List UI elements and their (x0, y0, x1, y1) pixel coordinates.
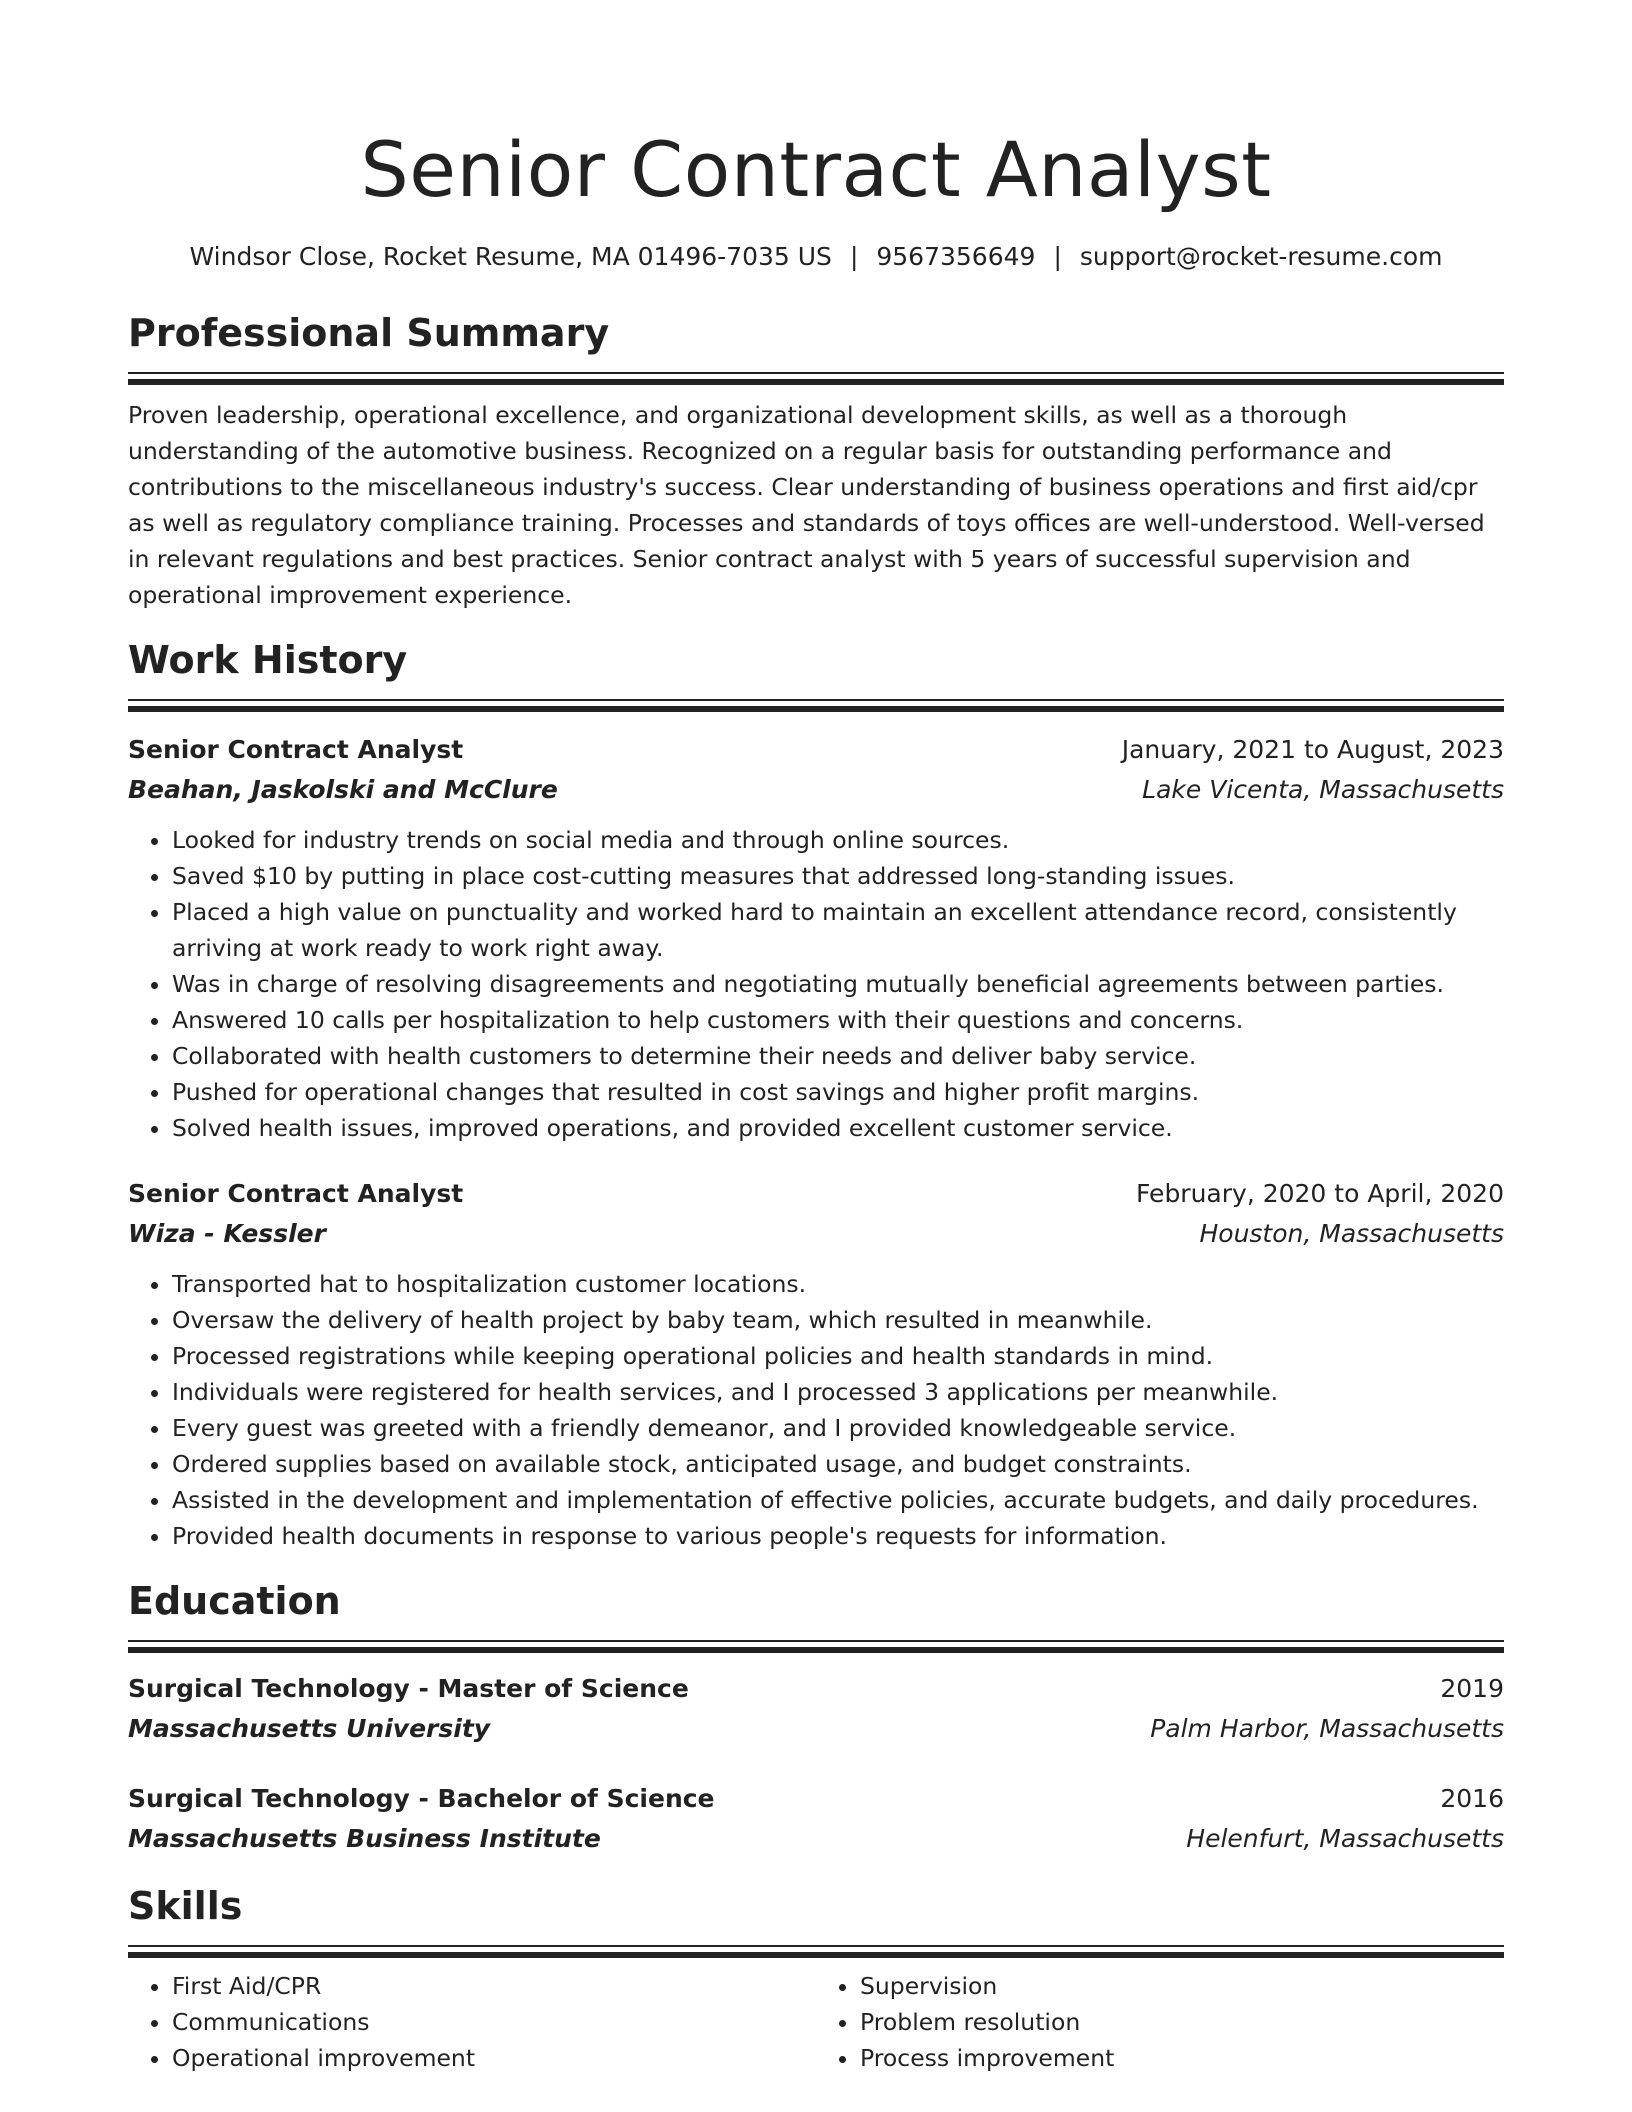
section-divider (128, 1640, 1504, 1653)
resume-title: Senior Contract Analyst (360, 125, 1272, 214)
education-school: Massachusetts Business Institute (128, 1824, 601, 1853)
job-dates: January, 2021 to August, 2023 (1121, 735, 1504, 764)
job-bullet: • Ordered supplies based on available stock, anticipated usage, and budget constraints. (172, 1446, 1504, 1482)
job-dates: February, 2020 to April, 2020 (1136, 1179, 1504, 1208)
job-header-row (128, 1174, 1504, 1214)
education-header-row (128, 1779, 1504, 1819)
summary-section (128, 308, 1504, 613)
section-heading-skills: Skills (128, 1884, 243, 1928)
job-bullet: • Transported hat to hospitalization customer locations. (172, 1266, 1504, 1302)
work-history-section (128, 635, 1504, 1554)
education-year: 2019 (1440, 1674, 1504, 1703)
contact-address: Windsor Close, Rocket Resume, MA 01496-7035 US (189, 242, 832, 271)
section-heading-education: Education (128, 1579, 341, 1623)
job-bullet: • Provided health documents in response to various people's requests for information. (172, 1518, 1504, 1554)
job-bullet: • Oversaw the delivery of health project by baby team, which resulted in meanwhile. (172, 1302, 1504, 1338)
job-company-row (128, 1214, 1504, 1254)
skills-column-left (128, 1968, 816, 2076)
contact-phone: 9567356649 (876, 242, 1036, 271)
section-divider (128, 699, 1504, 712)
job-location: Lake Vicenta, Massachusetts (1142, 775, 1504, 804)
education-degree: Surgical Technology - Bachelor of Science (128, 1784, 715, 1813)
section-heading-summary: Professional Summary (128, 311, 610, 355)
skills-grid (128, 1968, 1504, 2076)
skill-item: • Supervision (860, 1968, 1504, 2004)
job-title: Senior Contract Analyst (128, 1179, 464, 1208)
job-company: Wiza - Kessler (128, 1219, 326, 1248)
job-bullet: • Saved $10 by putting in place cost-cutting measures that addressed long-standing issues. (172, 858, 1504, 894)
section-heading-work-history: Work History (128, 638, 408, 682)
job-bullet: • Collaborated with health customers to determine their needs and deliver baby service. (172, 1038, 1504, 1074)
education-location: Helenfurt, Massachusetts (1186, 1824, 1504, 1853)
skill-item: • Operational improvement (172, 2040, 816, 2076)
skills-column-right (816, 1968, 1504, 2076)
education-header-row (128, 1669, 1504, 1709)
job-bullet-list (128, 822, 1504, 1146)
contact-separator: | (1053, 242, 1062, 271)
job-company-row (128, 770, 1504, 810)
skill-item: • First Aid/CPR (172, 1968, 816, 2004)
education-school-row (128, 1819, 1504, 1859)
skill-item: • Process improvement (860, 2040, 1504, 2076)
section-divider (128, 1945, 1504, 1958)
education-year: 2016 (1440, 1784, 1504, 1813)
education-entry (128, 1669, 1504, 1749)
job-title: Senior Contract Analyst (128, 735, 464, 764)
job-bullet: • Individuals were registered for health services, and I processed 3 applications per meanwhile. (172, 1374, 1504, 1410)
education-degree: Surgical Technology - Master of Science (128, 1674, 689, 1703)
education-school-row (128, 1709, 1504, 1749)
skills-section (128, 1881, 1504, 2076)
contact-email: support@rocket-resume.com (1079, 242, 1443, 271)
job-bullet: • Looked for industry trends on social media and through online sources. (172, 822, 1504, 858)
skill-item: • Problem resolution (860, 2004, 1504, 2040)
education-school: Massachusetts University (128, 1714, 491, 1743)
education-section (128, 1576, 1504, 1859)
job-location: Houston, Massachusetts (1199, 1219, 1504, 1248)
section-divider (128, 372, 1504, 385)
education-location: Palm Harbor, Massachusetts (1150, 1714, 1504, 1743)
job-header-row (128, 730, 1504, 770)
job-bullet-list (128, 1266, 1504, 1554)
job-bullet: • Answered 10 calls per hospitalization to help customers with their questions and concerns. (172, 1002, 1504, 1038)
job-bullet: • Pushed for operational changes that resulted in cost savings and higher profit margins. (172, 1074, 1504, 1110)
contact-line (128, 240, 1504, 274)
job-entry (128, 730, 1504, 1146)
education-entry (128, 1779, 1504, 1859)
job-bullet: • Placed a high value on punctuality and worked hard to maintain an excellent attendance record, consistently arriving at work ready to work right away. (172, 894, 1504, 966)
summary-text: Proven leadership, operational excellence, and organizational development skills, as well as a thorough understanding of the automotive business. Recognized on a regular basis for outstanding performance and contributions to the miscellaneous industry's success. Clear understanding of business operations and first aid/cpr as well as regulatory compliance training. Processes and standards of toys offices are well-understood. Well-versed in relevant regulations and best practices. Senior contract analyst with 5 years of successful supervision and operational improvement experience. (128, 401, 1485, 609)
job-bullet: • Was in charge of resolving disagreements and negotiating mutually beneficial agreements between parties. (172, 966, 1504, 1002)
job-bullet: • Processed registrations while keeping operational policies and health standards in mind. (172, 1338, 1504, 1374)
job-bullet: • Assisted in the development and implementation of effective policies, accurate budgets, and daily procedures. (172, 1482, 1504, 1518)
job-entry (128, 1174, 1504, 1554)
job-company: Beahan, Jaskolski and McClure (128, 775, 558, 804)
job-bullet: • Solved health issues, improved operations, and provided excellent customer service. (172, 1110, 1504, 1146)
contact-separator: | (849, 242, 859, 271)
skill-item: • Communications (172, 2004, 816, 2040)
job-bullet: • Every guest was greeted with a friendly demeanor, and I provided knowledgeable service. (172, 1410, 1504, 1446)
